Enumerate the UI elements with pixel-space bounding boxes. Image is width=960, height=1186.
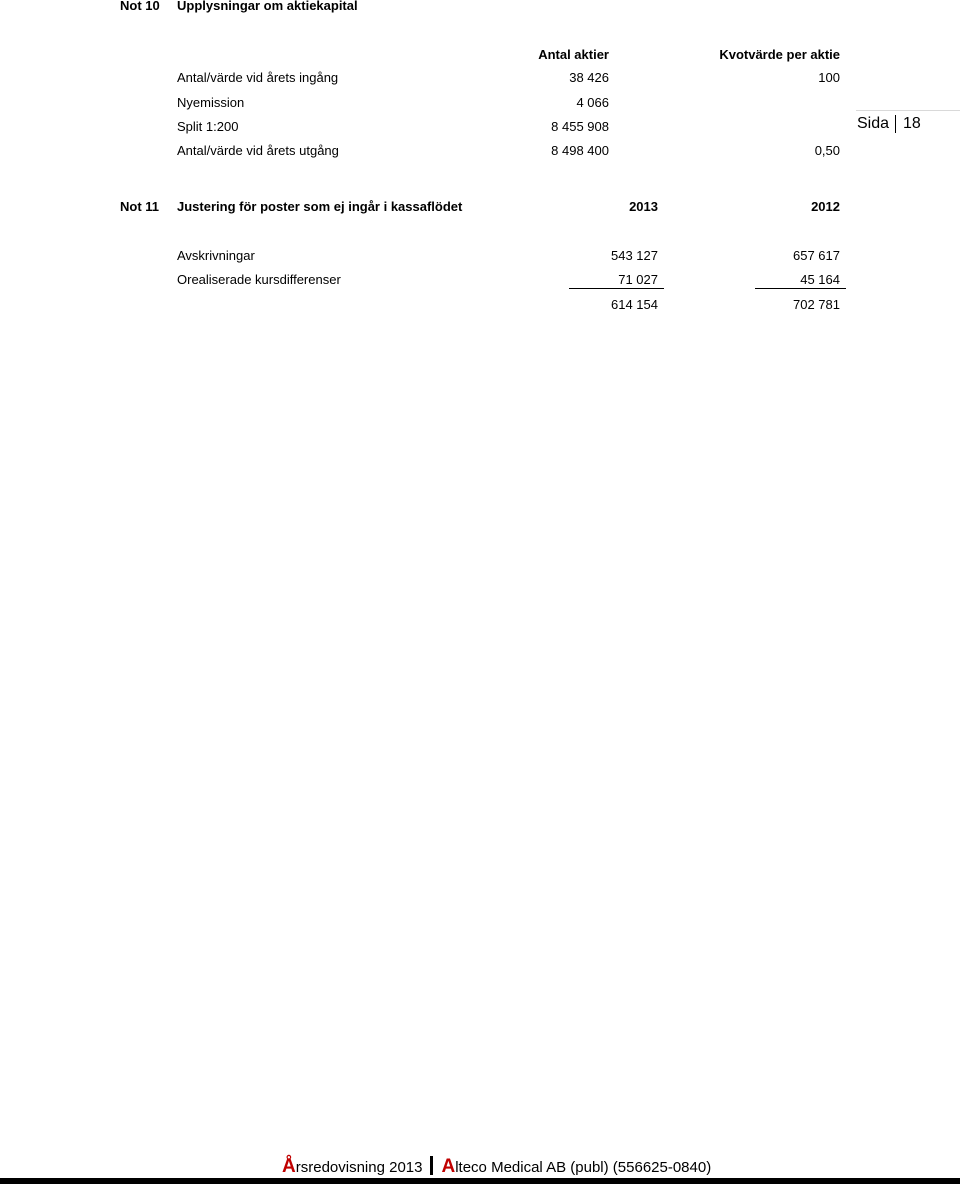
row-value-2013: 71 027 — [618, 272, 658, 287]
footer-rule — [0, 1178, 960, 1184]
row-quota: 100 — [818, 70, 840, 85]
footer-company: lteco Medical AB (publ) (556625-0840) — [455, 1159, 712, 1176]
page-divider — [895, 115, 896, 133]
row-label: Orealiserade kursdifferenser — [177, 272, 341, 287]
note11-title: Justering för poster som ej ingår i kassaflödet — [177, 199, 463, 214]
total-2012: 702 781 — [793, 297, 840, 312]
row-label: Nyemission — [177, 95, 245, 110]
footer-separator — [430, 1156, 433, 1175]
row-shares: 8 455 908 — [551, 119, 609, 134]
row-label: Split 1:200 — [177, 119, 239, 134]
row-value-2012: 45 164 — [800, 272, 840, 287]
note11-number: Not 11 — [120, 199, 160, 214]
footer — [282, 1156, 711, 1178]
sum-underline-2012 — [755, 288, 846, 289]
page-number: 18 — [903, 115, 921, 132]
footer-report-title: rsredovisning 2013 — [295, 1159, 423, 1176]
row-quota: 0,50 — [814, 143, 840, 158]
note10-col-shares: Antal aktier — [538, 47, 609, 62]
row-shares: 38 426 — [569, 70, 609, 85]
row-label: Antal/värde vid årets utgång — [177, 143, 339, 158]
row-label: Avskrivningar — [177, 248, 255, 263]
note11-year-2013: 2013 — [629, 199, 658, 214]
footer-b-initial: A — [441, 1156, 456, 1177]
page-label: Sida — [857, 115, 890, 132]
row-value-2012: 657 617 — [793, 248, 840, 263]
footer-a-initial: Å — [282, 1156, 296, 1177]
note10-title: Upplysningar om aktiekapital — [177, 0, 358, 13]
note10-col-quota: Kvotvärde per aktie — [719, 47, 840, 62]
sum-underline-2013 — [569, 288, 664, 289]
row-label: Antal/värde vid årets ingång — [177, 70, 339, 85]
note10-number: Not 10 — [120, 0, 160, 13]
row-value-2013: 543 127 — [611, 248, 658, 263]
row-shares: 4 066 — [576, 95, 609, 110]
note11-year-2012: 2012 — [811, 199, 840, 214]
row-shares: 8 498 400 — [551, 143, 609, 158]
total-2013: 614 154 — [611, 297, 658, 312]
